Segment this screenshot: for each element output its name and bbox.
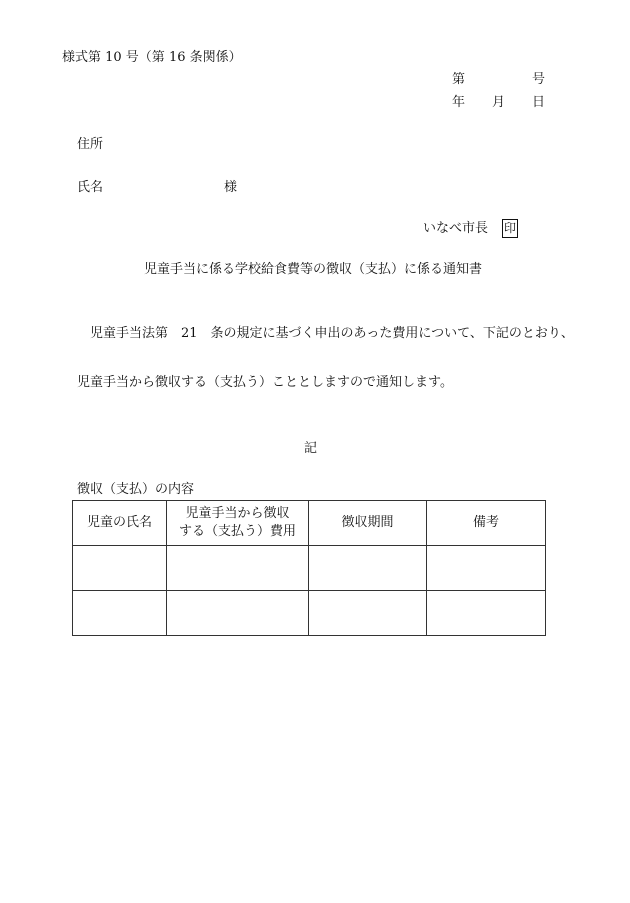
cell-cost[interactable] bbox=[167, 546, 309, 591]
date-day-label: 日 bbox=[532, 95, 546, 110]
table-header-row bbox=[73, 501, 546, 546]
table-row bbox=[73, 546, 546, 591]
body-text-line-2: 児童手当から徴収する（支払う）こととしますので通知します。 bbox=[77, 375, 453, 390]
header-cost-line-2: する（支払う）費用 bbox=[178, 524, 296, 539]
address-label: 住所 bbox=[77, 137, 104, 152]
ki-heading: 記 bbox=[304, 441, 318, 456]
table-row bbox=[73, 591, 546, 636]
header-remarks-text: 備考 bbox=[472, 515, 499, 530]
seal-box: 印 bbox=[502, 219, 518, 238]
date-month-label: 月 bbox=[492, 95, 506, 110]
document-number-suffix: 号 bbox=[532, 72, 546, 87]
header-child-name bbox=[73, 501, 167, 546]
body-text-line-1: 児童手当法第 21 条の規定に基づく申出のあった費用について、下記のとおり、 bbox=[90, 326, 574, 341]
table-caption: 徴収（支払）の内容 bbox=[77, 482, 195, 497]
name-label: 氏名 bbox=[77, 180, 104, 195]
cell-period[interactable] bbox=[309, 591, 427, 636]
cell-remarks[interactable] bbox=[427, 546, 546, 591]
header-cost-line-1: 児童手当から徴収 bbox=[185, 506, 290, 521]
document-number-prefix: 第 bbox=[452, 72, 466, 87]
cell-cost[interactable] bbox=[167, 591, 309, 636]
cell-child-name[interactable] bbox=[73, 546, 167, 591]
form-number-label: 様式第 10 号（第 16 条関係） bbox=[62, 50, 242, 65]
honorific-sama: 様 bbox=[224, 180, 238, 195]
header-period bbox=[309, 501, 427, 546]
header-cost bbox=[167, 501, 309, 546]
header-remarks bbox=[427, 501, 546, 546]
collection-content-table bbox=[72, 500, 546, 636]
header-period-text: 徴収期間 bbox=[341, 515, 394, 530]
date-year-label: 年 bbox=[452, 95, 466, 110]
cell-child-name[interactable] bbox=[73, 591, 167, 636]
issuer-mayor: いなべ市長 bbox=[423, 221, 489, 236]
cell-period[interactable] bbox=[309, 546, 427, 591]
document-title: 児童手当に係る学校給食費等の徴収（支払）に係る通知書 bbox=[144, 262, 483, 277]
cell-remarks[interactable] bbox=[427, 591, 546, 636]
header-child-name-text: 児童の氏名 bbox=[86, 515, 152, 530]
